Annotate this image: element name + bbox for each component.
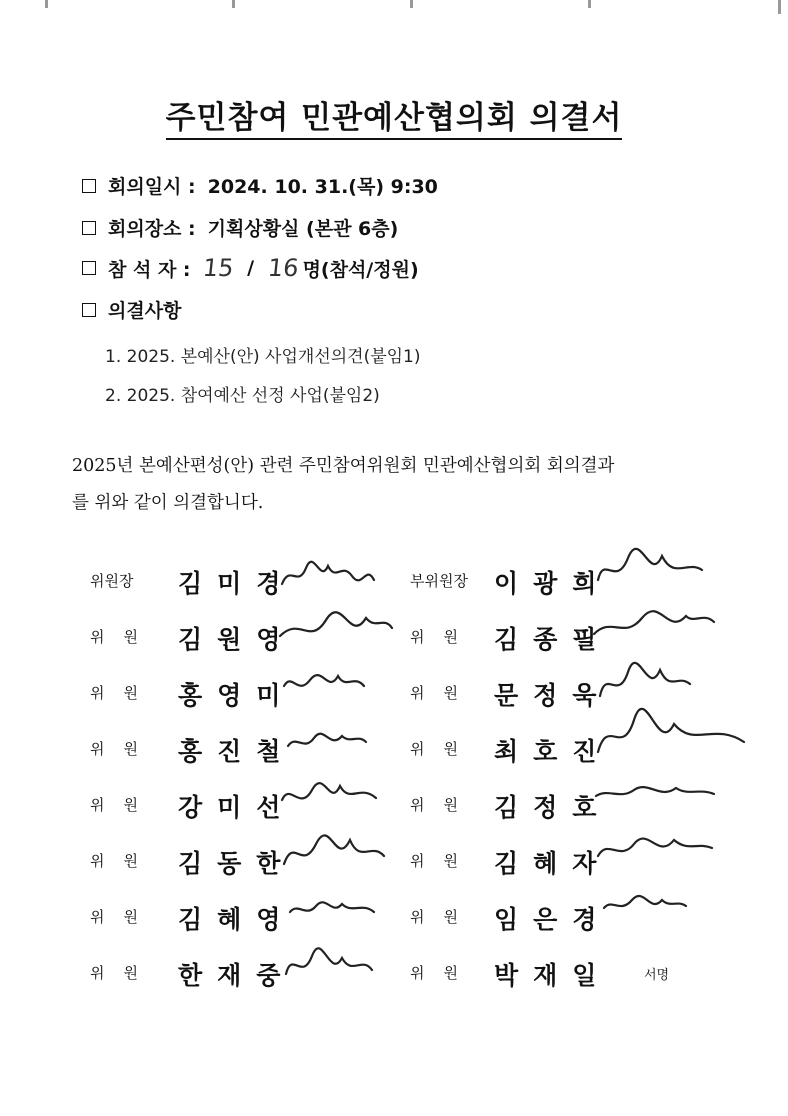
attendance-row (82, 254, 419, 282)
member-name: 문정욱 (494, 681, 612, 710)
member-name: 김미경 (178, 569, 296, 598)
member-name: 김동한 (178, 849, 296, 878)
attendance-present-handwritten: 15 (201, 254, 235, 282)
signature-placeholder: 서명 (644, 968, 670, 983)
member-signature (594, 774, 754, 830)
member-role: 위 원 (90, 908, 139, 926)
checkbox-square-icon (82, 261, 96, 275)
member-role: 위 원 (410, 852, 459, 870)
member-signature (280, 778, 400, 826)
member-row (0, 552, 788, 608)
member-signature (594, 606, 754, 662)
member-role: 위 원 (90, 740, 139, 758)
member-signature (594, 550, 754, 606)
member-signature (280, 722, 400, 770)
checkbox-square-icon (82, 303, 96, 317)
member-role: 위 원 (90, 628, 139, 646)
agenda-item: 2. 2025. 참여예산 선정 사업(붙임2) (105, 386, 380, 406)
attendance-label: 참 석 자 : (108, 258, 191, 281)
document-title: 주민참여 민관예산협의회 의결서 (0, 92, 788, 137)
checkbox-square-icon (82, 221, 96, 235)
meeting-place-label: 회의장소 : (108, 218, 196, 240)
member-role: 위원장 (90, 572, 134, 590)
scan-mark (45, 0, 48, 8)
member-name: 홍영미 (178, 681, 296, 710)
member-role: 위 원 (90, 684, 139, 702)
member-name: 김종필 (494, 625, 612, 654)
member-signature (594, 830, 754, 886)
member-role: 위 원 (90, 964, 139, 982)
scan-mark (232, 0, 235, 8)
member-signature (594, 886, 754, 942)
attendance-total-handwritten: 16 (266, 254, 301, 282)
resolution-label: 의결사항 (108, 300, 182, 322)
attendance-unit: 명(참석/정원) (302, 258, 419, 281)
member-signature (594, 712, 754, 768)
member-name: 김혜자 (494, 849, 612, 878)
member-role: 위 원 (90, 852, 139, 870)
member-row (0, 944, 788, 1000)
member-role: 부위원장 (410, 572, 468, 590)
member-name: 김원영 (178, 625, 296, 654)
member-signature (280, 834, 400, 882)
member-name: 한재중 (178, 961, 296, 990)
member-row (0, 888, 788, 944)
scan-mark (778, 0, 781, 14)
meeting-place-value: 기획상황실 (본관 6층) (207, 218, 399, 240)
member-role: 위 원 (410, 796, 459, 814)
member-role: 위 원 (410, 740, 459, 758)
member-signature (280, 946, 400, 994)
member-signature (280, 610, 400, 658)
meeting-date-label: 회의일시 : (108, 176, 196, 198)
resolution-paragraph (72, 448, 732, 522)
scan-mark (588, 0, 591, 8)
member-name: 김정호 (494, 793, 612, 822)
member-signature (280, 890, 400, 938)
member-name: 김혜영 (178, 905, 296, 934)
member-name: 강미선 (178, 793, 296, 822)
member-role: 위 원 (410, 908, 459, 926)
resolution-text-line: 를 위와 같이 의결합니다. (72, 493, 264, 513)
member-role: 위 원 (90, 796, 139, 814)
checkbox-square-icon (82, 179, 96, 193)
attendance-slash: / (247, 257, 255, 279)
agenda-item: 1. 2025. 본예산(안) 사업개선의견(붙임1) (105, 347, 421, 367)
member-role: 위 원 (410, 684, 459, 702)
meeting-date-row (82, 172, 438, 199)
member-name: 홍진철 (178, 737, 296, 766)
resolution-text-line: 2025년 본예산편성(안) 관련 주민참여위원회 민관예산협의회 회의결과 (72, 456, 615, 476)
member-signature (594, 662, 754, 718)
member-row (0, 776, 788, 832)
member-row (0, 720, 788, 776)
member-role: 위 원 (410, 628, 459, 646)
meeting-date-value: 2024. 10. 31.(목) 9:30 (207, 176, 438, 198)
member-name: 임은경 (494, 905, 612, 934)
member-signature (280, 666, 400, 714)
scan-mark (410, 0, 413, 8)
meeting-place-row (82, 214, 398, 241)
member-signature (280, 554, 400, 602)
member-name: 최호진 (494, 737, 612, 766)
member-name: 이광희 (494, 569, 612, 598)
member-role: 위 원 (410, 964, 459, 982)
member-row (0, 608, 788, 664)
member-row (0, 832, 788, 888)
member-name: 박재일 (494, 961, 612, 990)
resolution-items-heading (82, 296, 181, 323)
